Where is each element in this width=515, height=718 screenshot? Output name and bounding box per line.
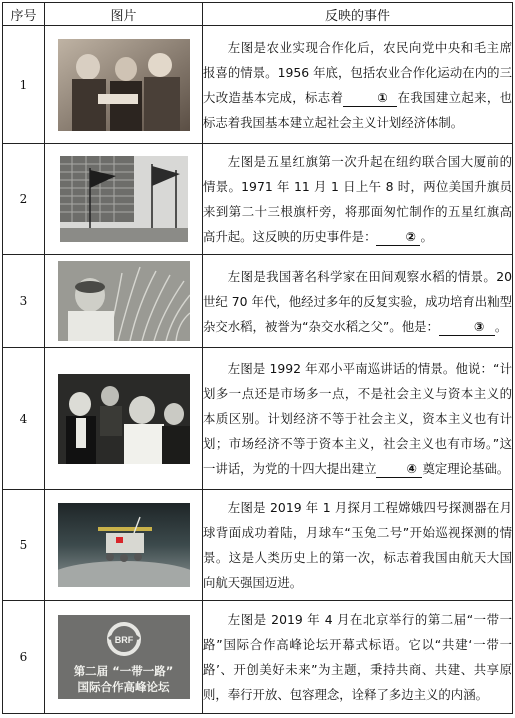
answer-blank-2[interactable]: ②	[376, 229, 420, 246]
answer-blank-4[interactable]: ④	[376, 461, 422, 478]
change4-lunar-rover-photo	[58, 503, 190, 587]
deng-southern-tour-photo	[58, 374, 190, 464]
row-index: 4	[3, 348, 45, 490]
five-star-flag-un-photo	[60, 156, 188, 242]
row-description	[203, 26, 513, 144]
row-description	[203, 348, 513, 490]
row-description	[203, 144, 513, 255]
row-image-cell	[45, 348, 203, 490]
header-row	[3, 3, 513, 26]
row-image-cell	[45, 255, 203, 348]
logo-badge: BRF	[114, 635, 133, 645]
event-text-before: 左图是我国著名科学家在田间观察水稻的情景。20 世纪 70 年代，他经过多年的反复实验，成功培育出籼型杂交水稻，被誉为“杂交水稻之父”。他是：	[203, 268, 512, 334]
table-row	[3, 601, 513, 714]
belt-and-road-forum-logo	[58, 615, 190, 699]
history-events-table	[2, 2, 513, 714]
row-index: 5	[3, 490, 45, 601]
row-image-cell	[45, 26, 203, 144]
row-description	[203, 601, 513, 714]
event-text-before: 左图是五星红旗第一次升起在纽约联合国大厦前的情景。1971 年 11 月 1 日上午 8 时，两位美国升旗员来到第二十三根旗杆旁，将那面匆忙制作的五星红旗高高升起。这反映的历史事件是：	[203, 154, 512, 244]
logo-line-2: 国际合作高峰论坛	[77, 680, 170, 694]
row-image-cell	[45, 144, 203, 255]
header-index: 序号	[3, 3, 45, 26]
row-index: 1	[3, 26, 45, 144]
table-row	[3, 26, 513, 144]
table-row	[3, 255, 513, 348]
event-text-before: 左图是农业实现合作化后，农民向党中央和毛主席报喜的情景。1956 年底，包括农业合作化运动在内的三大改造基本完成，标志着	[203, 39, 512, 105]
answer-blank-3[interactable]: ③	[439, 319, 495, 336]
row-description	[203, 490, 513, 601]
row-image-cell	[45, 601, 203, 714]
event-text: 左图是 2019 年 1 月探月工程嫦娥四号探测器在月球背面成功着陆，月球车“玉兔二号”开始巡视探测的情景。这是人类历史上的第一次，标志着我国由航天大国向航天强国迈进。	[203, 500, 512, 590]
answer-blank-1[interactable]: ①	[343, 90, 397, 107]
table-row	[3, 490, 513, 601]
header-event: 反映的事件	[203, 3, 513, 26]
header-image: 图片	[45, 3, 203, 26]
table-row	[3, 348, 513, 490]
logo-line-1: 第二届 “一带一路”	[73, 664, 174, 678]
row-index: 2	[3, 144, 45, 255]
event-text: 左图是 2019 年 4 月在北京举行的第二届“一带一路”国际合作高峰论坛开幕式标语。它以“共建‘一带一路’、开创美好未来”为主题，秉持共商、共建、共享原则，奉行开放、包容理念，诠释了多边主义的内涵。	[203, 612, 512, 702]
event-text-after: 。	[494, 318, 508, 334]
event-text-before: 左图是 1992 年邓小平南巡讲话的情景。他说：“计划多一点还是市场多一点，不是社会主义与资本主义的本质区别。计划经济不等于社会主义，资本主义也有计划；市场经济不等于资本主义，社会主义也有市场。”这一讲话，为党的十四大提出建立	[203, 361, 512, 476]
scientist-rice-field-photo	[58, 261, 190, 341]
row-index: 3	[3, 255, 45, 348]
table-row	[3, 144, 513, 255]
row-description	[203, 255, 513, 348]
row-index: 6	[3, 601, 45, 714]
row-image-cell	[45, 490, 203, 601]
event-text-after: 。	[420, 229, 433, 244]
event-text-after: 奠定理论基础。	[422, 461, 510, 476]
farmers-greeting-chairman-photo	[58, 39, 190, 131]
event-text-after: 在我国建立起来，也标志着我国基本建立起社会主义计划经济体制。	[203, 89, 512, 130]
